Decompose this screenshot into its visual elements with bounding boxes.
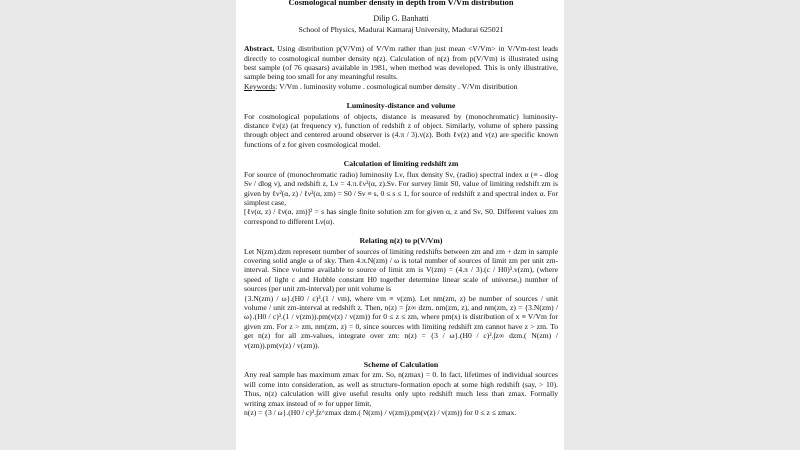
section-heading-relating: Relating n(z) to p(V/Vm)	[359, 236, 443, 246]
section-paragraph: For source of (monochromatic radio) luminosity Lν, flux density Sν, (radio) spectral index α (≡ - dlog Sν / dlog ν), and redshift z, Lν = 4.π.ℓν²(α, z).Sν. For survey limit S0, value of limiting redshift zm is given by ℓν²(α, z) / ℓν²(α, zm) = S0 / Sν ≡ s, 0 ≤ s ≤ 1, for source of redshift z and spectral index α. For simplest case,	[244, 169, 558, 207]
section-paragraph: {3.N(zm) / ω}.(H0 / c)³.(1 / vm), where vm ≡ v(zm). Let nm(zm, z) be number of sources / unit volume / unit zm-interval at redshift z. Then, n(z) = ∫z∞ dzm. nm(zm, z), and nm(zm, z) = {3.N(zm) / ω}.(H0 / c)³.(1 / v(zm)).pm(v(z) / v(zm)) for 0 ≤ z ≤ zm, where pm(x) is distribution of x ≡ V/Vm for given zm. For z > zm, nm(zm, z) = 0, since sources with limiting redshift zm cannot have z > zm. To get n(z) for all zm-values, integrate over zm: n(z) = {3 / ω}.(H0 / c)³.∫z∞ dzm.( N(zm) / v(zm)).pm(v(z) / v(zm)).	[244, 293, 558, 350]
section-heading-luminosity: Luminosity-distance and volume	[346, 101, 456, 111]
author-affiliation: School of Physics, Madurai Kamaraj University, Madurai 625021	[298, 24, 504, 34]
keywords	[244, 82, 558, 91]
section-paragraph: Let N(zm).dzm represent number of sources of limiting redshifts between zm and zm + dzm in sample covering solid angle ω of sky. Then 4.π.N(zm) / ω is total number of sources of limit zm per unit zm-interval. Since volume available to source of limit zm is V(zm) = (4.π / 3).(c / H0)³.v(zm), (where speed of light c and Hubble constant H0 together determine linear scale of universe,) number of sources (per unit zm-interval) per unit volume is	[244, 246, 558, 294]
author-name: Dilip G. Banhatti	[373, 14, 429, 24]
abstract-text: Using distribution p(V/Vm) of V/Vm rather than just mean <V/Vm> in V/Vm-test leads directly to cosmological number density n(z). Calculation of n(z) from p(V/Vm) is illustrated using best sample (of 76 quasars) available in 1981, when method was developed. This is only illustrative, sample being too small for any meaningful results.	[244, 44, 558, 82]
section-paragraph: Any real sample has maximum zmax for zm. So, n(zmax) = 0. In fact, lifetimes of individual sources will come into consideration, as well as structure-formation epoch at some high redshift (say, > 10). Thus, n(z) calculation will give useful results only upto redshift much less than zmax. Formally writing zmax instead of ∞ for upper limit,	[244, 370, 558, 408]
keywords-text: : V/Vm . luminosity volume . cosmological number density . V/Vm distribution	[275, 81, 518, 91]
section-heading-limiting-redshift: Calculation of limiting redshift zm	[343, 159, 459, 169]
paper-page[interactable]	[236, 0, 564, 450]
section-heading-scheme: Scheme of Calculation	[363, 360, 439, 369]
abstract	[244, 44, 558, 82]
section-paragraph: For cosmological populations of objects, distance is measured by (monochromatic) luminosity-distance ℓν(z) (at frequency ν), function of redshift z of object. Similarly, volume of sphere passing through object and centered around observer is (4.π / 3).v(z). Both ℓν(z) and v(z) are specific known functions of z for given cosmological model.	[244, 111, 558, 149]
keywords-label: Keywords	[244, 81, 276, 91]
left-background	[0, 0, 236, 450]
paper-title: Cosmological number density in depth from V/Vm distribution	[288, 0, 514, 7]
section-paragraph: [ℓν(α, z) / ℓν(α, zm)]² = s has single finite solution zm for given α, z and Sν, S0. Different values zm correspond to different Lν(α).	[244, 207, 558, 226]
section-paragraph: n(z) = {3 / ω}.(H0 / c)³.∫z^zmax dzm.( N(zm) / v(zm)).pm(v(z) / v(zm)) for 0 ≤ z ≤ zmax.	[244, 408, 517, 418]
abstract-label: Abstract.	[244, 44, 275, 54]
right-background	[564, 0, 800, 450]
